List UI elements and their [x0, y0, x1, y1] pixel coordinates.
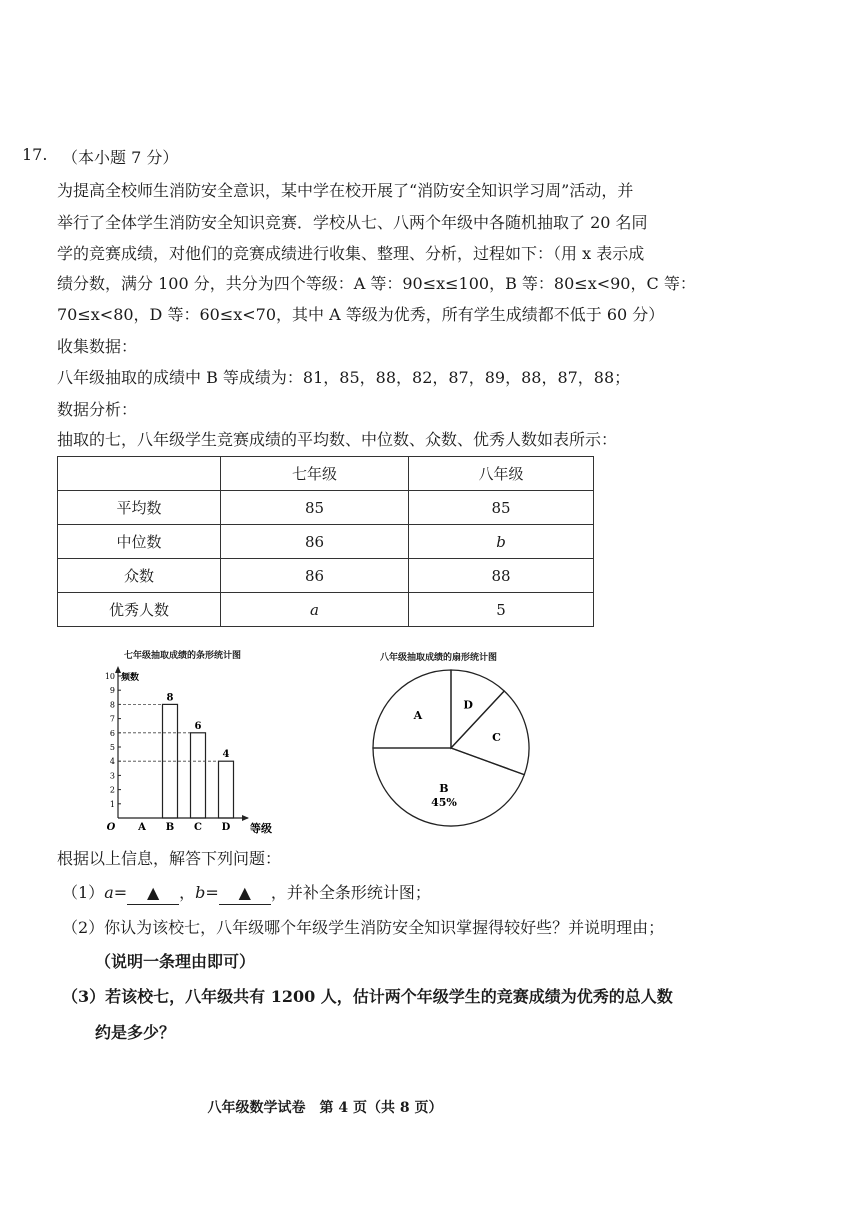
collect-data-label: 收集数据：	[57, 337, 138, 356]
table-cell: 平均数	[58, 491, 221, 525]
blank-triangle-icon: ▲	[146, 883, 160, 902]
pie-slice-label: D	[463, 698, 473, 712]
problem-line-3: 学的竞赛成绩，对他们的竞赛成绩进行收集、整理、分析，过程如下：（用 x 表示成	[57, 244, 645, 263]
y-axis-label: 频数	[121, 673, 140, 683]
table-cell: 优秀人数	[58, 593, 221, 627]
table-cell: 5	[409, 593, 594, 627]
table-cell: b	[409, 525, 594, 559]
pie-slice-value-label: 45%	[431, 795, 457, 809]
bar-value-label: 4	[222, 749, 230, 761]
page-footer: 八年级数学试卷 第 4 页（共 8 页）	[207, 1100, 443, 1116]
bar-value-label: 8	[166, 692, 174, 704]
y-axis-arrow-icon	[115, 666, 121, 673]
table-row	[58, 491, 594, 525]
table-row	[58, 525, 594, 559]
problem-line-2: 举行了全体学生消防安全知识竞赛．学校从七、八两个年级中各随机抽取了 20 名同	[57, 213, 648, 232]
analysis-label: 数据分析：	[57, 400, 138, 419]
y-tick-label: 8	[109, 700, 115, 710]
y-tick-label: 3	[109, 771, 115, 781]
table-cell: 中位数	[58, 525, 221, 559]
answer-blank-b[interactable]	[219, 882, 271, 905]
bar-value-label: 6	[194, 720, 202, 732]
pie-slice-label: B	[439, 781, 449, 795]
y-tick-label: 5	[109, 743, 115, 752]
table-cell: 86	[221, 525, 409, 559]
y-tick-label: 10	[104, 672, 115, 681]
statistics-table	[57, 456, 594, 627]
table-cell: 86	[221, 559, 409, 593]
pie-chart-title: 八年级抽取成绩的扇形统计图	[380, 653, 498, 663]
x-tick-label: A	[138, 822, 146, 833]
bar-chart-title: 七年级抽取成绩的条形统计图	[124, 651, 242, 661]
answer-blank-a[interactable]	[127, 882, 179, 905]
table-header-row	[58, 457, 594, 491]
table-cell: a	[221, 593, 409, 627]
table-row	[58, 559, 594, 593]
problem-line-4: 绩分数，满分 100 分，共分为四个等级：A 等：90≤x≤100，B 等：80≤x<90，C 等：	[57, 274, 696, 293]
table-header-cell: 七年级	[221, 457, 409, 491]
q1-suffix: ，并补全条形统计图；	[270, 883, 431, 902]
pie-slice-label: C	[492, 731, 501, 745]
sub-question-2-note: （说明一条理由即可）	[95, 952, 256, 971]
bar	[191, 733, 206, 818]
pie-slice	[373, 748, 524, 826]
table-cell: 众数	[58, 559, 221, 593]
table-cell: 88	[409, 559, 594, 593]
blank-triangle-icon: ▲	[238, 883, 251, 902]
y-tick-label: 2	[109, 785, 115, 795]
y-tick-label: 1	[109, 799, 115, 809]
pie-slice	[373, 670, 451, 748]
question-number: 17.	[22, 145, 48, 164]
sub-question-2: （2）你认为该校七，八年级哪个年级学生消防安全知识掌握得较好些？并说明理由；	[62, 918, 665, 937]
bar-chart	[100, 660, 280, 840]
q1-prefix: （1）	[62, 883, 105, 902]
y-tick-label: 9	[109, 686, 115, 696]
pie-slice-label: A	[413, 708, 423, 722]
y-tick-label: 4	[109, 757, 115, 767]
table-intro: 抽取的七，八年级学生竞赛成绩的平均数、中位数、众数、优秀人数如表所示：	[57, 430, 618, 449]
table-row	[58, 593, 594, 627]
table-cell: 85	[221, 491, 409, 525]
questions-intro: 根据以上信息，解答下列问题：	[57, 849, 282, 868]
table-header-cell	[58, 457, 221, 491]
problem-line-5: 70≤x<80，D 等：60≤x<70，其中 A 等级为优秀，所有学生成绩都不低于 60 分）	[57, 305, 665, 324]
x-axis-label: 等级	[250, 822, 272, 835]
origin-label: O	[106, 822, 116, 833]
table-cell: 85	[409, 491, 594, 525]
pie-chart	[365, 662, 537, 834]
q1-b-label: b=	[195, 883, 219, 902]
x-tick-label: B	[165, 822, 175, 833]
sub-question-3-line-1: （3）若该校七，八年级共有 1200 人，估计两个年级学生的竞赛成绩为优秀的总人数	[62, 987, 673, 1006]
question-score-note: （本小题 7 分）	[62, 148, 179, 167]
sub-question-3-line-2: 约是多少？	[95, 1023, 176, 1042]
q1-separator: ，	[179, 883, 196, 902]
sub-question-1	[62, 882, 431, 905]
x-tick-label: D	[221, 822, 231, 833]
x-tick-label: C	[194, 822, 202, 833]
q1-a-label: a=	[104, 883, 128, 902]
y-tick-label: 7	[109, 714, 115, 724]
bar	[219, 761, 234, 818]
x-axis-arrow-icon	[242, 815, 249, 821]
table-header-cell: 八年级	[409, 457, 594, 491]
problem-line-1: 为提高全校师生消防安全意识，某中学在校开展了“消防安全知识学习周”活动，并	[57, 181, 634, 200]
y-tick-label: 6	[109, 728, 115, 738]
grade8-b-scores: 八年级抽取的成绩中 B 等成绩为：81，85，88，82，87，89，88，87，88；	[57, 368, 631, 387]
